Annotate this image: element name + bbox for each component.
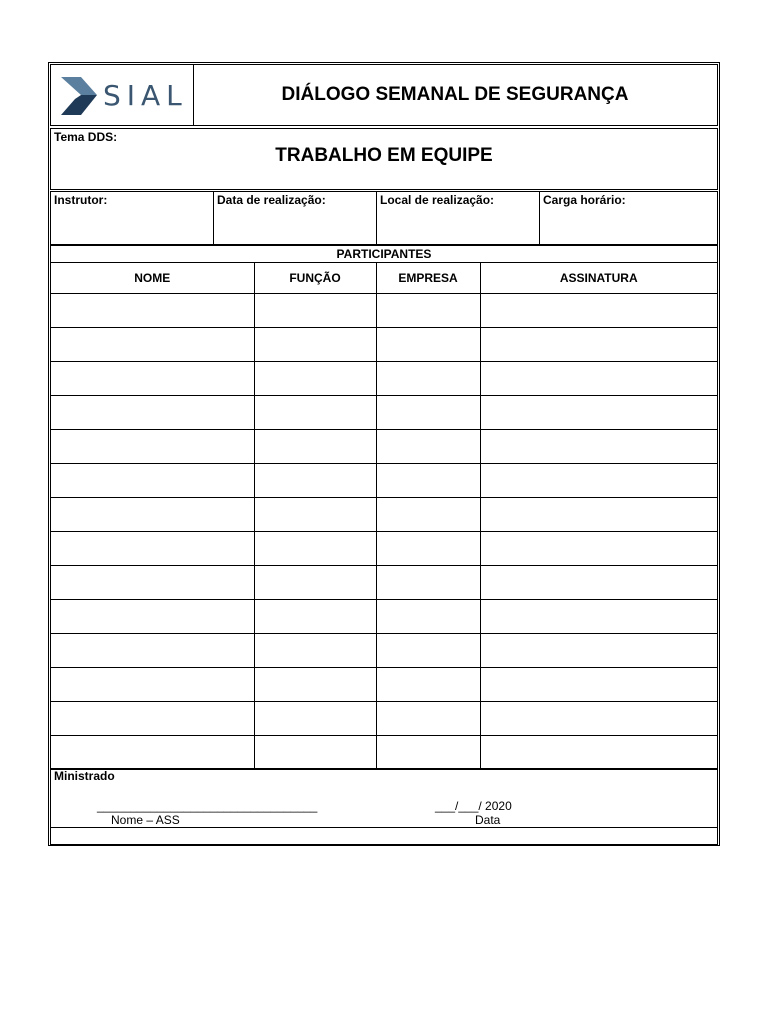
cell-assinatura[interactable]: [480, 600, 717, 634]
date-label: Data de realização:: [217, 193, 326, 207]
cell-nome[interactable]: [51, 566, 254, 600]
cell-nome[interactable]: [51, 668, 254, 702]
cell-nome[interactable]: [51, 498, 254, 532]
cell-nome[interactable]: [51, 736, 254, 770]
cell-funcao[interactable]: [254, 294, 376, 328]
cell-nome[interactable]: [51, 532, 254, 566]
cell-funcao[interactable]: [254, 430, 376, 464]
col-header-funcao: FUNÇÃO: [254, 263, 376, 294]
table-row: [51, 396, 717, 430]
cell-nome[interactable]: [51, 362, 254, 396]
cell-empresa[interactable]: [376, 736, 480, 770]
cell-assinatura[interactable]: [480, 396, 717, 430]
name-signature-line[interactable]: _________________________________: [97, 799, 318, 813]
cell-nome[interactable]: [51, 430, 254, 464]
logo-text: SIAL: [103, 79, 188, 112]
cell-empresa[interactable]: [376, 328, 480, 362]
participants-title: PARTICIPANTES: [51, 246, 717, 263]
theme-section: [50, 128, 718, 190]
cell-assinatura[interactable]: [480, 668, 717, 702]
date-line[interactable]: ___/___/ 2020: [435, 799, 512, 813]
cell-funcao[interactable]: [254, 498, 376, 532]
cell-empresa[interactable]: [376, 396, 480, 430]
cell-assinatura[interactable]: [480, 498, 717, 532]
cell-nome[interactable]: [51, 396, 254, 430]
cell-funcao[interactable]: [254, 600, 376, 634]
cell-empresa[interactable]: [376, 362, 480, 396]
cell-empresa[interactable]: [376, 464, 480, 498]
form-header: [50, 64, 718, 126]
table-row: [51, 736, 717, 770]
form-title: DIÁLOGO SEMANAL DE SEGURANÇA: [281, 84, 629, 105]
table-row: [51, 362, 717, 396]
cell-nome[interactable]: [51, 634, 254, 668]
cell-assinatura[interactable]: [480, 532, 717, 566]
cell-empresa[interactable]: [376, 294, 480, 328]
cell-nome[interactable]: [51, 294, 254, 328]
cell-funcao[interactable]: [254, 668, 376, 702]
table-row: [51, 566, 717, 600]
table-row: [51, 294, 717, 328]
cell-nome[interactable]: [51, 328, 254, 362]
cell-assinatura[interactable]: [480, 566, 717, 600]
participants-table: [51, 262, 717, 770]
cell-assinatura[interactable]: [480, 634, 717, 668]
cell-empresa[interactable]: [376, 566, 480, 600]
col-header-assinatura: ASSINATURA: [480, 263, 717, 294]
cell-empresa[interactable]: [376, 702, 480, 736]
cell-empresa[interactable]: [376, 600, 480, 634]
info-row: [50, 191, 718, 245]
cell-empresa[interactable]: [376, 430, 480, 464]
date-field[interactable]: [214, 192, 377, 244]
cell-assinatura[interactable]: [480, 328, 717, 362]
name-caption: Nome – ASS: [111, 813, 180, 827]
place-field[interactable]: [377, 192, 540, 244]
dds-form: [48, 62, 720, 846]
cell-funcao[interactable]: [254, 634, 376, 668]
cell-funcao[interactable]: [254, 396, 376, 430]
cell-empresa[interactable]: [376, 634, 480, 668]
cell-nome[interactable]: [51, 464, 254, 498]
cell-assinatura[interactable]: [480, 430, 717, 464]
cell-funcao[interactable]: [254, 328, 376, 362]
sial-logo-icon: [61, 77, 105, 117]
cell-funcao[interactable]: [254, 736, 376, 770]
theme-value: TRABALHO EM EQUIPE: [275, 145, 493, 166]
cell-funcao[interactable]: [254, 464, 376, 498]
col-header-empresa: EMPRESA: [376, 263, 480, 294]
table-row: [51, 498, 717, 532]
cell-empresa[interactable]: [376, 532, 480, 566]
cell-funcao[interactable]: [254, 362, 376, 396]
instructor-field[interactable]: [51, 192, 214, 244]
hours-label: Carga horário:: [543, 193, 626, 207]
footer-bottom-row: [51, 827, 717, 828]
table-row: [51, 600, 717, 634]
footer-section: [50, 769, 718, 845]
table-row: [51, 668, 717, 702]
cell-assinatura[interactable]: [480, 294, 717, 328]
table-row: [51, 702, 717, 736]
date-caption: Data: [475, 813, 501, 827]
hours-field[interactable]: [540, 192, 717, 244]
cell-empresa[interactable]: [376, 668, 480, 702]
logo-cell: [51, 65, 194, 125]
table-row: [51, 464, 717, 498]
cell-empresa[interactable]: [376, 498, 480, 532]
cell-funcao[interactable]: [254, 532, 376, 566]
cell-assinatura[interactable]: [480, 736, 717, 770]
table-row: [51, 634, 717, 668]
instructor-label: Instrutor:: [54, 193, 108, 207]
table-row: [51, 532, 717, 566]
cell-nome[interactable]: [51, 702, 254, 736]
participants-section: [50, 245, 718, 769]
col-header-nome: NOME: [51, 263, 254, 294]
cell-funcao[interactable]: [254, 566, 376, 600]
cell-assinatura[interactable]: [480, 702, 717, 736]
place-label: Local de realização:: [380, 193, 495, 207]
cell-nome[interactable]: [51, 600, 254, 634]
ministrado-label: Ministrado: [54, 769, 115, 783]
cell-assinatura[interactable]: [480, 362, 717, 396]
cell-assinatura[interactable]: [480, 464, 717, 498]
table-row: [51, 328, 717, 362]
table-header-row: [51, 263, 717, 294]
theme-label: Tema DDS:: [54, 130, 118, 144]
cell-funcao[interactable]: [254, 702, 376, 736]
table-row: [51, 430, 717, 464]
